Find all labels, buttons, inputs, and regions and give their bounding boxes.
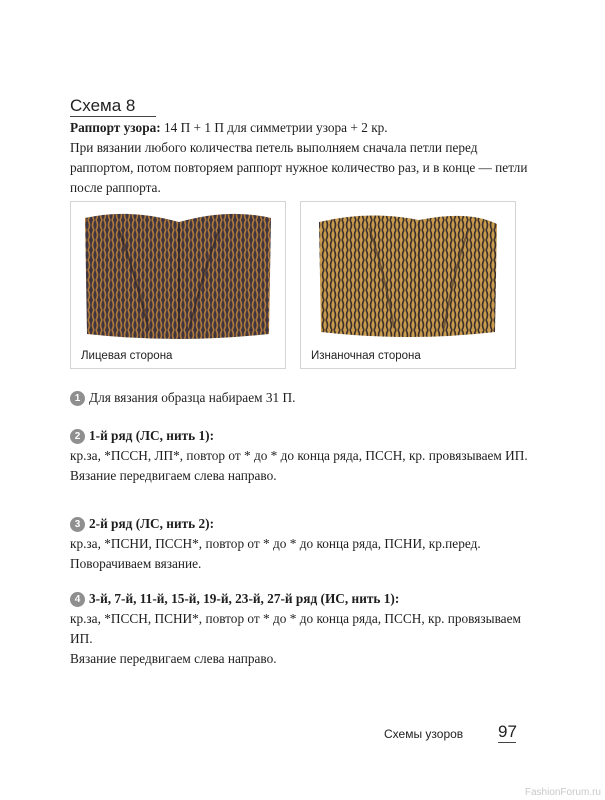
page-title: Схема 8 (70, 96, 136, 115)
step-heading: 2-й ряд (ЛС, нить 2): (89, 516, 215, 531)
page-number-underline (498, 742, 516, 743)
photo-front-side (70, 201, 286, 369)
photo-back-side (300, 201, 516, 369)
intro-block (70, 118, 530, 198)
knit-swatch-back-image (309, 210, 507, 342)
step-heading: 1-й ряд (ЛС, нить 1): (89, 428, 215, 443)
step-line: Для вязания образца набираем 31 П. (89, 390, 296, 405)
rapport-line (70, 118, 530, 138)
footer-section-label: Схемы узоров (384, 727, 464, 741)
step-line: кр.за, *ПССН, ЛП*, повтор от * до * до конца ряда, ПССН, кр. провязываем ИП. (70, 448, 528, 463)
step-4 (70, 589, 540, 669)
rapport-label: Раппорт узора: (70, 120, 161, 135)
step-1 (70, 388, 540, 408)
step-line: кр.за, *ПССН, ПСНИ*, повтор от * до * до конца ряда, ПССН, кр. провязываем ИП. (70, 611, 521, 646)
step-number-badge: 3 (70, 517, 85, 532)
intro-text: При вязании любого количества петель выполняем сначала петли перед раппортом, потом повторяем раппорт нужное количество раз, и в конце — петли после раппорта. (70, 140, 528, 195)
knit-swatch-front-image (79, 210, 277, 342)
step-heading: 3-й, 7-й, 11-й, 15-й, 19-й, 23-й, 27-й ряд (ИС, нить 1): (89, 591, 400, 606)
step-2 (70, 426, 540, 486)
step-3 (70, 514, 540, 574)
photo-caption-front: Лицевая сторона (81, 350, 173, 362)
step-line: кр.за, *ПСНИ, ПССН*, повтор от * до * до конца ряда, ПСНИ, кр.перед. (70, 536, 481, 551)
photo-caption-back: Изнаночная сторона (311, 350, 421, 362)
page-number: 97 (498, 722, 517, 741)
step-number-badge: 1 (70, 391, 85, 406)
step-line: Поворачиваем вязание. (70, 556, 202, 571)
step-number-badge: 4 (70, 592, 85, 607)
title-underline (70, 116, 156, 117)
step-line: Вязание передвигаем слева направо. (70, 468, 277, 483)
rapport-value: 14 П + 1 П для симметрии узора + 2 кр. (160, 120, 388, 135)
watermark: FashionForum.ru (524, 787, 601, 798)
step-number-badge: 2 (70, 429, 85, 444)
step-line: Вязание передвигаем слева направо. (70, 651, 277, 666)
